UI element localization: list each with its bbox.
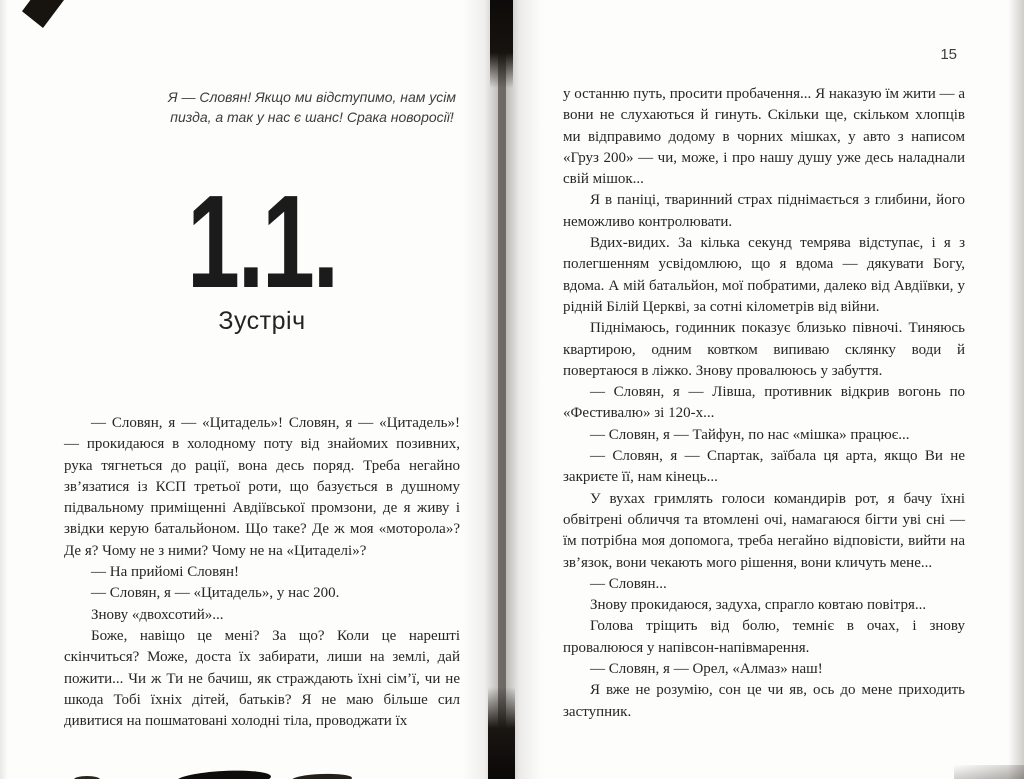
- book-gutter: [498, 0, 506, 779]
- chapter-title: Зустріч: [218, 307, 306, 335]
- right-page: [563, 0, 965, 779]
- left-page-text: [64, 413, 460, 732]
- paragraph: у останню путь, просити пробачення... Я наказую їм жити — а вони не слухаються й гинуть. Скільки ще, скільком хлопців ми відправимо додому в чорних мішках, у авто з написом «Груз 200» — чи, може, і про нашу душу уже десь наладнали свій мішок...: [563, 86, 965, 188]
- scan-edge-shadow: [1008, 0, 1024, 779]
- paragraph: — Словян, я — «Цитадель», у нас 200.: [91, 585, 340, 602]
- paragraph: Боже, навіщо це мені? За що? Коли це нарешті скінчиться? Може, доста їх забирати, лиши на землі, дай пожити... Чи ж Ти не бачиш, як страждають їхні сім’ї, чи не шкода Тобі їхніх дітей, батьків? Я не маю більше сил дивитися на пошматовані холодні тіла, проводжати їх: [64, 627, 460, 730]
- paragraph: — Словян, я — Тайфун, по нас «мішка» працює...: [590, 426, 910, 443]
- paragraph: — Словян, я — «Цитадель»! Словян, я — «Цитадель»! — прокидаюся в холодному поту від знайомих позивних, рука тягнеться до рації, вона десь поряд. Треба негайно зв’язатися із КСП третьої роти, що базується в душному підвальному приміщенні Авдіївської промзони, де я живу і звідки керую батальйоном. Що таке? Де ж моя «моторола»? Де я? Чому не з ними? Чому не на «Цитаделі»?: [64, 415, 460, 559]
- paragraph: — Словян, я — Лівша, противник відкрив вогонь по «Фестивалю» зі 120-х...: [563, 384, 965, 422]
- page-number: 15: [940, 46, 957, 63]
- paragraph: — Словян, я — Спартак, заїбала ця арта, якщо Ви не закриєте її, нам кінець...: [563, 448, 965, 486]
- book-spine-top: [490, 0, 513, 88]
- paragraph: Я в паніці, тваринний страх піднімається з глибини, його неможливо контролювати.: [563, 192, 965, 230]
- scan-corner-artifact: [22, 0, 64, 28]
- scan-edge-shadow: [0, 0, 8, 779]
- paragraph: Піднімаюсь, годинник показує близько півночі. Тиняюсь квартирою, одним ковтком випиваю склянку води й повертаюся в ліжко. Знову провалююсь у забуття.: [563, 320, 965, 379]
- paragraph: — Словян...: [590, 575, 667, 592]
- paragraph: Знову прокидаюся, задуха, спрагло ковтаю повітря...: [590, 597, 927, 614]
- book-spine-bottom: [488, 687, 515, 779]
- paragraph: Знову «двохсотий»...: [91, 606, 224, 623]
- paragraph: — На прийомі Словян!: [91, 564, 239, 581]
- right-page-text: [563, 84, 965, 723]
- chapter-number: 1.1.: [187, 168, 337, 315]
- paragraph: Я вже не розумію, сон це чи яв, ось до мене приходить заступник.: [563, 682, 965, 720]
- left-page: [64, 0, 460, 779]
- paragraph: Голова тріщить від болю, темніє в очах, і знову провалююся у напівсон-напівмарення.: [563, 618, 965, 656]
- chapter-epigraph: Я — Словян! Якщо ми відступимо, нам усім пизда, а так у нас є шанс! Срака новоросії!: [168, 89, 456, 125]
- paragraph: У вухах гримлять голоси командирів рот, я бачу їхні обвітрені обличчя та втомлені очі, намагаюся бігти уві сні — їм потрібна моя допомога, треба негайно відповісти, вийти на зв’язок, вони чекають мого рішення, вони кличуть мене...: [563, 490, 965, 571]
- paragraph: — Словян, я — Орел, «Алмаз» наш!: [590, 661, 823, 678]
- paragraph: Вдих-видих. За кілька секунд темрява відступає, і я з полегшенням усвідомлюю, що я вдома — дякувати Богу, вдома. А мій батальйон, мої побратими, далеко від Авдіївки, у рідній Білій Церкві, за сотні кілометрів від війни.: [563, 235, 965, 315]
